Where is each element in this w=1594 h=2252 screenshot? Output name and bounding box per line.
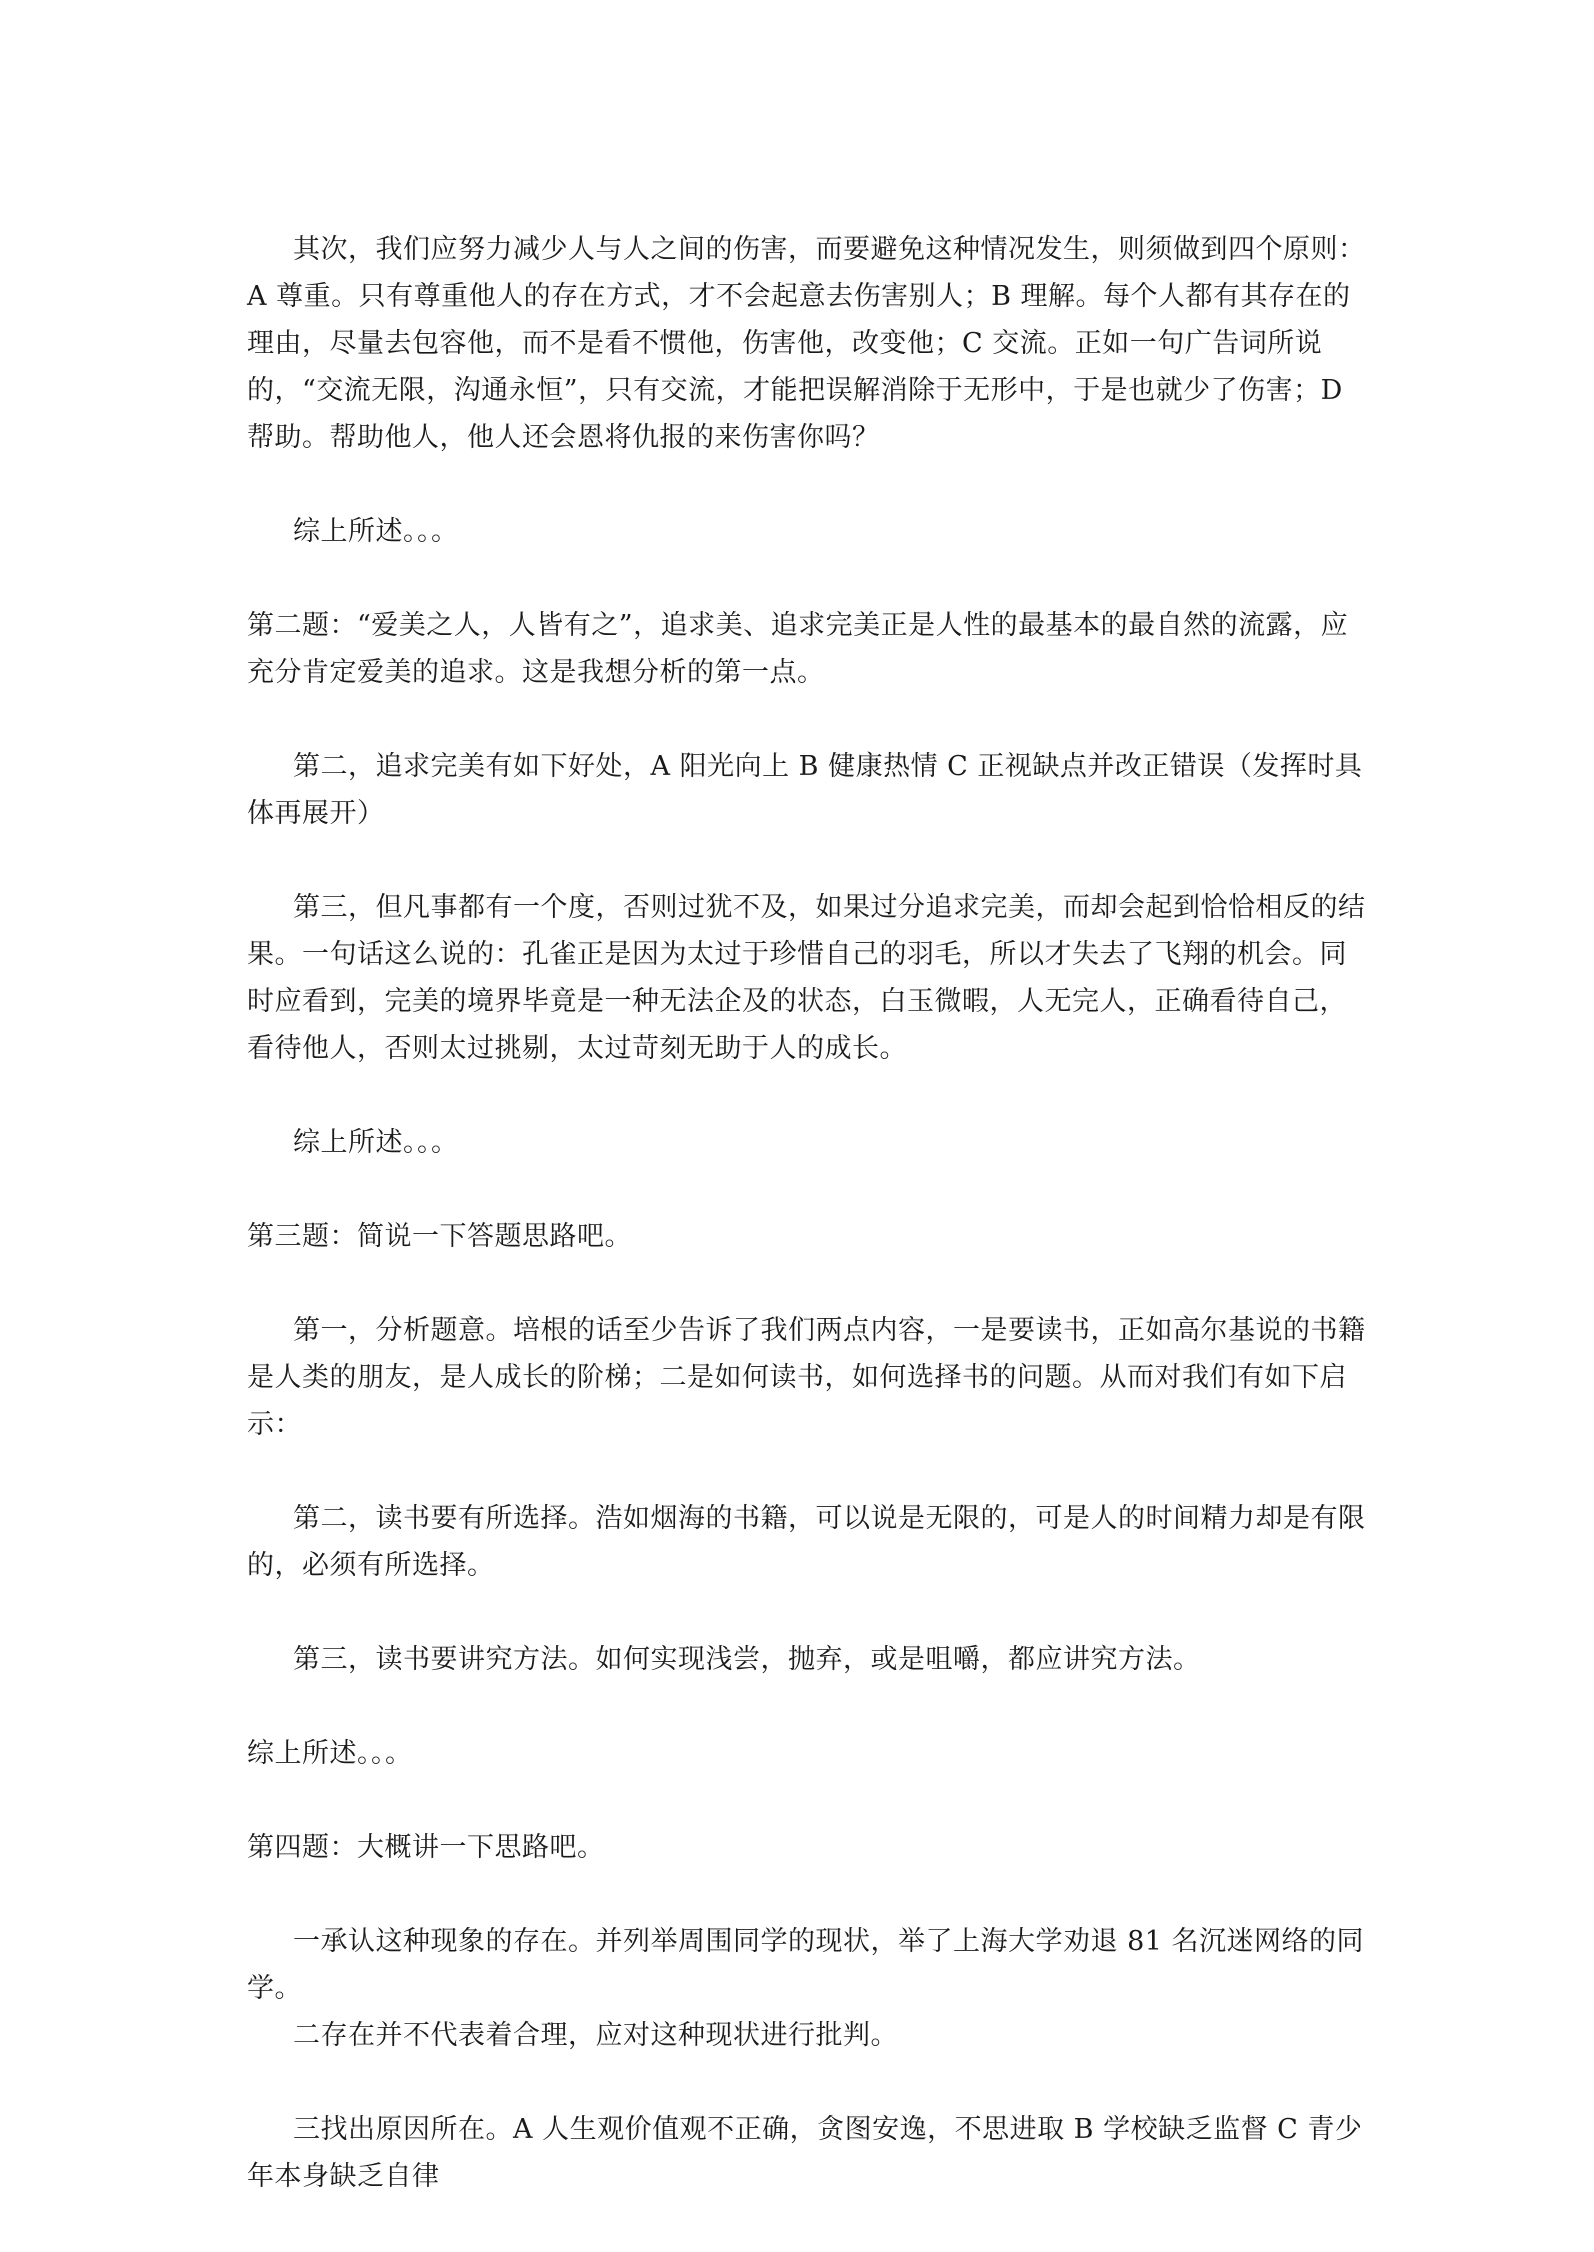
paragraph-question-3-third: 第三，读书要讲究方法。如何实现浅尝，抛弃，或是咀嚼，都应讲究方法。 [293,1644,1201,1675]
paragraph-question-4-intro: 第四题：大概讲一下思路吧。 [247,1832,605,1863]
paragraph-question-2-intro: 第二题：“爱美之人，人皆有之”，追求美、追求完美正是人性的最基本的最自然的流露，应充分肯定爱美的追求。这是我想分析的第一点。 [247,610,1349,688]
paragraph-question-4-first: 一承认这种现象的存在。并列举周围同学的现状，举了上海大学劝退 81 名沉迷网络的同学。 [247,1926,1365,2004]
paragraph-summary-2: 综上所述。。。 [293,1127,459,1158]
paragraph-question-4-second: 二存在并不代表着合理，应对这种现状进行批判。 [293,2020,898,2051]
paragraph-question-3-second: 第二，读书要有所选择。浩如烟海的书籍，可以说是无限的，可是人的时间精力却是有限的，必须有所选择。 [247,1503,1366,1581]
paragraph-question-2-third: 第三，但凡事都有一个度，否则过犹不及，如果过分追求完美，而却会起到恰恰相反的结果。一句话这么说的：孔雀正是因为太过于珍惜自己的羽毛，所以才失去了飞翔的机会。同时应看到，完美的境界毕竟是一种无法企及的状态，白玉微暇，人无完人，正确看待自己，看待他人，否则太过挑剔，太过苛刻无助于人的成长。 [247,892,1366,1064]
paragraph-summary-1: 综上所述。。。 [293,516,459,547]
document-body [247,226,1367,2247]
paragraph-question-3-first: 第一，分析题意。培根的话至少告诉了我们两点内容，一是要读书，正如高尔基说的书籍是人类的朋友，是人成长的阶梯；二是如何读书，如何选择书的问题。从而对我们有如下启示： [247,1315,1366,1440]
paragraph-question-3-intro: 第三题：简说一下答题思路吧。 [247,1221,632,1252]
paragraph-question-2-second: 第二，追求完美有如下好处，A 阳光向上 B 健康热情 C 正视缺点并改正错误（发挥时具体再展开） [247,751,1363,829]
paragraph-respect-principles: 其次，我们应努力减少人与人之间的伤害，而要避免这种情况发生，则须做到四个原则：A 尊重。只有尊重他人的存在方式，才不会起意去伤害别人；B 理解。每个人都有其存在的理由，尽量去包容他，而不是看不惯他，伤害他，改变他；C 交流。正如一句广告词所说的，“交流无限，沟通永恒”，只有交流，才能把误解消除于无形中，于是也就少了伤害；D 帮助。帮助他人，他人还会恩将仇报的来伤害你吗？ [247,234,1366,453]
paragraph-summary-3: 综上所述。。。 [247,1738,413,1769]
paragraph-question-4-third: 三找出原因所在。A 人生观价值观不正确，贪图安逸，不思进取 B 学校缺乏监督 C 青少年本身缺乏自律 [247,2114,1363,2192]
